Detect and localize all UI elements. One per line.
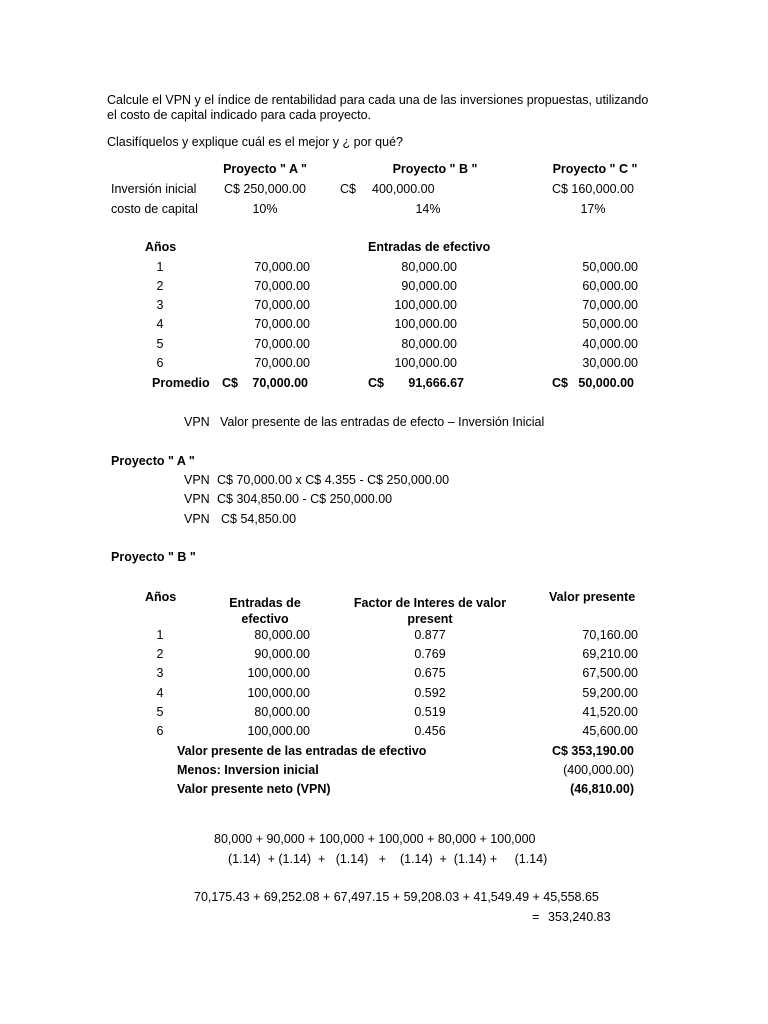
- pb-factor: 0.456: [414, 724, 446, 738]
- promedio-b-currency: C$: [368, 376, 384, 390]
- project-a-vpn-label: VPN: [184, 492, 210, 506]
- project-a-vpn-text: C$ 304,850.00 - C$ 250,000.00: [217, 492, 393, 506]
- pb-col-vp: Valor presente: [549, 590, 636, 604]
- header-proyecto-a: Proyecto " A ": [223, 162, 307, 176]
- cf-year: 2: [156, 279, 164, 293]
- promedio-label: Promedio: [152, 376, 210, 390]
- vpn-def-text: Valor presente de las entradas de efecto – Inversión Inicial: [220, 415, 545, 429]
- pb-entrada: 80,000.00: [254, 628, 310, 642]
- cf-c: 70,000.00: [582, 298, 638, 312]
- cf-b: 80,000.00: [401, 337, 457, 351]
- cf-year: 5: [156, 337, 164, 351]
- pb-year: 6: [156, 724, 164, 738]
- cf-year: 6: [156, 356, 164, 370]
- cf-c: 50,000.00: [582, 260, 638, 274]
- pb-col-factor-2: present: [407, 612, 453, 626]
- cf-a: 70,000.00: [254, 356, 310, 370]
- costo-a: 10%: [252, 202, 278, 216]
- cf-c: 30,000.00: [582, 356, 638, 370]
- pb-vp: 69,210.00: [582, 647, 638, 661]
- pb-year: 1: [156, 628, 164, 642]
- costo-c: 17%: [580, 202, 606, 216]
- pb-vp: 70,160.00: [582, 628, 638, 642]
- pb-vp: 41,520.00: [582, 705, 638, 719]
- cf-year: 3: [156, 298, 164, 312]
- pb-entrada: 100,000.00: [247, 724, 310, 738]
- cf-a: 70,000.00: [254, 337, 310, 351]
- pb-year: 2: [156, 647, 164, 661]
- project-a-vpn-text: C$ 70,000.00 x C$ 4.355 - C$ 250,000.00: [217, 473, 450, 487]
- project-b-title: Proyecto " B ": [111, 550, 196, 564]
- cf-b: 100,000.00: [394, 356, 457, 370]
- pb-factor: 0.675: [414, 666, 446, 680]
- pb-col-entradas-1: Entradas de: [229, 596, 301, 610]
- calc-sum: 70,175.43 + 69,252.08 + 67,497.15 + 59,208.03 + 41,549.49 + 45,558.65: [194, 890, 599, 904]
- pb-factor: 0.592: [414, 686, 446, 700]
- pb-menos-value: (400,000.00): [563, 763, 634, 777]
- pb-vpn-value: (46,810.00): [570, 782, 634, 796]
- cf-b: 100,000.00: [394, 317, 457, 331]
- cf-a: 70,000.00: [254, 260, 310, 274]
- pb-entrada: 80,000.00: [254, 705, 310, 719]
- pb-menos-label: Menos: Inversion inicial: [177, 763, 319, 777]
- header-proyecto-b: Proyecto " B ": [392, 162, 478, 176]
- promedio-c: 50,000.00: [578, 376, 634, 390]
- pb-entrada: 90,000.00: [254, 647, 310, 661]
- header-proyecto-c: Proyecto " C ": [552, 162, 638, 176]
- cf-c: 60,000.00: [582, 279, 638, 293]
- inversion-b-currency: C$: [340, 182, 356, 196]
- inversion-b: 400,000.00: [372, 182, 435, 196]
- pb-vp: 59,200.00: [582, 686, 638, 700]
- promedio-b: 91,666.67: [408, 376, 464, 390]
- vpn-def-label: VPN: [184, 415, 210, 429]
- cf-year: 1: [156, 260, 164, 274]
- pb-year: 5: [156, 705, 164, 719]
- project-a-vpn-label: VPN: [184, 512, 210, 526]
- inversion-label: Inversión inicial: [111, 182, 197, 196]
- calc-result: 353,240.83: [548, 910, 611, 924]
- pb-col-entradas-2: efectivo: [241, 612, 289, 626]
- years-label: Años: [145, 240, 177, 254]
- intro-line-2: el costo de capital indicado para cada proyecto.: [107, 108, 372, 122]
- pb-col-factor-1: Factor de Interes de valor: [353, 596, 507, 610]
- cf-b: 80,000.00: [401, 260, 457, 274]
- cf-b: 100,000.00: [394, 298, 457, 312]
- pb-vpn-label: Valor presente neto (VPN): [177, 782, 331, 796]
- cf-b: 90,000.00: [401, 279, 457, 293]
- costo-label: costo de capital: [111, 202, 198, 216]
- pb-total-vp-label: Valor presente de las entradas de efectivo: [177, 744, 427, 758]
- promedio-a-currency: C$: [222, 376, 238, 390]
- pb-factor: 0.877: [414, 628, 446, 642]
- pb-vp: 45,600.00: [582, 724, 638, 738]
- entradas-title: Entradas de efectivo: [368, 240, 491, 254]
- pb-vp: 67,500.00: [582, 666, 638, 680]
- promedio-a: 70,000.00: [252, 376, 308, 390]
- pb-year: 3: [156, 666, 164, 680]
- cf-a: 70,000.00: [254, 317, 310, 331]
- cf-a: 70,000.00: [254, 279, 310, 293]
- intro-line-1: Calcule el VPN y el índice de rentabilidad para cada una de las inversiones propuestas, utilizando: [107, 93, 649, 107]
- cf-year: 4: [156, 317, 164, 331]
- cf-a: 70,000.00: [254, 298, 310, 312]
- inversion-c: C$ 160,000.00: [551, 182, 634, 196]
- pb-total-vp: C$ 353,190.00: [551, 744, 634, 758]
- costo-b: 14%: [415, 202, 441, 216]
- inversion-a: C$ 250,000.00: [223, 182, 306, 196]
- calc-denominators: (1.14) + (1.14) + (1.14) + (1.14) + (1.14) + (1.14): [228, 852, 548, 866]
- pb-factor: 0.519: [414, 705, 446, 719]
- project-a-vpn-text: C$ 54,850.00: [221, 512, 297, 526]
- pb-factor: 0.769: [414, 647, 446, 661]
- project-a-vpn-label: VPN: [184, 473, 210, 487]
- calc-numerators: 80,000 + 90,000 + 100,000 + 100,000 + 80,000 + 100,000: [214, 832, 536, 846]
- promedio-c-currency: C$: [552, 376, 568, 390]
- cf-c: 50,000.00: [582, 317, 638, 331]
- intro-line-3: Clasifíquelos y explique cuál es el mejor y ¿ por qué?: [107, 135, 403, 149]
- pb-year: 4: [156, 686, 164, 700]
- pb-entrada: 100,000.00: [247, 666, 310, 680]
- cf-c: 40,000.00: [582, 337, 638, 351]
- pb-col-years: Años: [145, 590, 177, 604]
- project-a-title: Proyecto " A ": [111, 454, 195, 468]
- calc-eq: =: [532, 910, 540, 924]
- pb-entrada: 100,000.00: [247, 686, 310, 700]
